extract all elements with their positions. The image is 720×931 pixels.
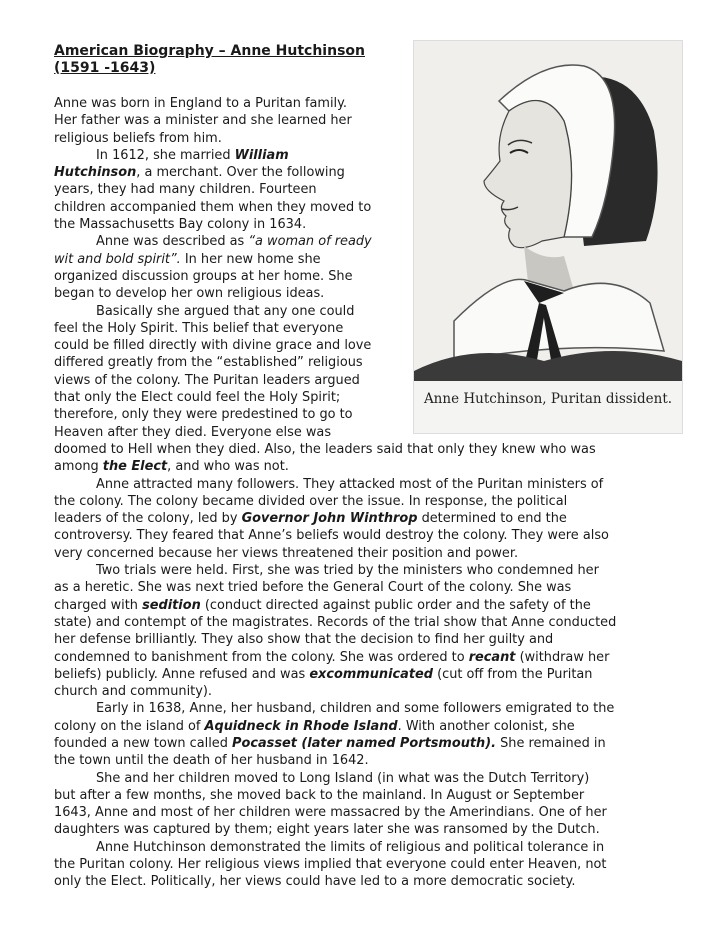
text-segment: Basically she argued that any one could <box>96 303 355 319</box>
text-line <box>54 839 666 856</box>
text-line <box>54 856 666 873</box>
text-segment: controversy. They feared that Anne’s beliefs would destroy the colony. They were also <box>54 528 609 544</box>
text-segment: children accompanied them when they moved to <box>54 199 372 215</box>
text-segment: feel the Holy Spirit. This belief that everyone <box>54 320 344 336</box>
text-line <box>54 666 666 683</box>
text-segment: Two trials were held. First, she was tried by the ministers who condemned her <box>96 563 599 579</box>
text-line <box>54 112 666 129</box>
emphasized-term: wit and bold spirit”. <box>54 251 181 267</box>
text-line <box>54 597 666 614</box>
text-segment: the Massachusetts Bay colony in 1634. <box>54 217 307 233</box>
text-segment: (cut off from the Puritan <box>432 666 593 682</box>
text-line <box>54 683 666 700</box>
text-segment: , a merchant. Over the following <box>136 165 345 181</box>
text-segment: organized discussion groups at her home. She <box>54 268 353 284</box>
text-segment: doomed to Hell when they died. Also, the leaders said that only they knew who was <box>54 441 596 457</box>
text-segment: Anne Hutchinson demonstrated the limits of religious and political tolerance in <box>96 839 605 855</box>
text-segment: differed greatly from the “established” religious <box>54 355 363 371</box>
emphasized-term: William <box>234 147 289 163</box>
text-line <box>54 424 666 441</box>
text-segment: Heaven after they died. Everyone else was <box>54 424 332 440</box>
text-segment: but after a few months, she moved back to the mainland. In August or September <box>54 787 585 803</box>
emphasized-term: Hutchinson <box>54 165 137 181</box>
text-segment: church and community). <box>54 684 212 700</box>
text-line <box>54 337 666 354</box>
text-segment: determined to end the <box>417 511 567 527</box>
title-line-2: (1591 -1643) <box>54 60 156 76</box>
text-segment: . With another colonist, she <box>397 718 575 734</box>
text-segment: Her father was a minister and she learned her <box>54 113 352 129</box>
text-line <box>54 873 666 890</box>
text-segment: Early in 1638, Anne, her husband, children and some followers emigrated to the <box>96 701 615 717</box>
text-segment: beliefs) publicly. Anne refused and was <box>54 666 310 682</box>
text-segment: views of the colony. The Puritan leaders argued <box>54 372 360 388</box>
text-segment: years, they had many children. Fourteen <box>54 182 317 198</box>
document-title <box>54 43 365 77</box>
text-line <box>54 216 666 233</box>
emphasized-term: excommunicated <box>309 666 433 682</box>
text-line <box>54 303 666 320</box>
text-segment: daughters was captured by them; eight years later she was ransomed by the Dutch. <box>54 822 600 838</box>
text-line <box>54 493 666 510</box>
text-line <box>54 130 666 147</box>
text-line <box>54 95 666 112</box>
text-line <box>54 320 666 337</box>
text-line <box>54 389 666 406</box>
text-line <box>54 787 666 804</box>
text-line <box>54 233 666 250</box>
emphasized-term: Pocasset (later named Portsmouth). <box>232 735 497 751</box>
text-segment: as a heretic. She was next tried before the General Court of the colony. She was <box>54 580 572 596</box>
portrait-caption: Anne Hutchinson, Puritan dissident. <box>423 391 673 407</box>
text-segment: Anne was born in England to a Puritan family. <box>54 96 348 111</box>
text-segment: religious beliefs from him. <box>54 130 222 146</box>
text-line <box>54 562 666 579</box>
text-segment: (withdraw her <box>515 649 610 665</box>
text-segment: state) and contempt of the magistrates. Records of the trial show that Anne conducted <box>54 614 617 630</box>
text-line <box>54 199 666 216</box>
text-segment: colony on the island of <box>54 718 205 734</box>
text-segment: could be filled directly with divine grace and love <box>54 338 372 354</box>
text-line <box>54 406 666 423</box>
text-segment: 1643, Anne and most of her children were massacred by the Amerindians. One of her <box>54 805 607 821</box>
text-segment: founded a new town called <box>54 735 233 751</box>
text-segment: her defense brilliantly. They also show that the decision to find her guilty and <box>54 632 554 648</box>
text-line <box>54 354 666 371</box>
text-segment: condemned to banishment from the colony. She was ordered to <box>54 649 469 665</box>
text-line <box>54 285 666 302</box>
text-line <box>54 770 666 787</box>
emphasized-term: the Elect <box>102 459 168 475</box>
text-line <box>54 821 666 838</box>
biography-text <box>54 95 666 891</box>
text-segment: Anne attracted many followers. They attacked most of the Puritan ministers of <box>96 476 604 492</box>
text-segment: the colony. The colony became divided over the issue. In response, the political <box>54 493 568 509</box>
emphasized-term: Long Island <box>299 770 374 786</box>
text-line <box>54 545 666 562</box>
text-segment: very concerned because her views threatened their position and power. <box>54 545 519 561</box>
text-line <box>54 631 666 648</box>
text-line <box>54 510 666 527</box>
text-segment: She and her children moved to <box>96 770 300 786</box>
text-line <box>54 614 666 631</box>
emphasized-term: Governor John Winthrop <box>241 511 418 527</box>
text-line <box>54 441 666 458</box>
text-segment: In her new home she <box>180 251 321 267</box>
text-segment: the town until the death of her husband in 1642. <box>54 753 369 769</box>
text-line <box>54 372 666 389</box>
emphasized-term: recant <box>468 649 516 665</box>
text-segment: In 1612, she married <box>96 147 235 163</box>
emphasized-term: sedition <box>142 597 201 613</box>
text-line <box>54 752 666 769</box>
text-line <box>54 251 666 268</box>
text-line <box>54 147 666 164</box>
text-segment: , and who was not. <box>167 459 289 475</box>
text-segment: charged with <box>54 597 143 613</box>
text-segment: (conduct directed against public order and the safety of the <box>200 597 591 613</box>
text-line <box>54 804 666 821</box>
text-segment: Anne was described as <box>96 234 249 250</box>
text-segment: began to develop her own religious ideas. <box>54 286 325 302</box>
emphasized-term: Aquidneck in Rhode Island <box>204 718 398 734</box>
text-line <box>54 649 666 666</box>
text-segment: She remained in <box>496 735 606 751</box>
text-line <box>54 164 666 181</box>
text-line <box>54 735 666 752</box>
text-segment: among <box>54 459 103 475</box>
text-segment: the Puritan colony. Her religious views implied that everyone could enter Heaven, not <box>54 857 607 873</box>
text-segment: only the Elect. Politically, her views could have led to a more democratic society. <box>54 874 576 890</box>
text-line <box>54 181 666 198</box>
text-segment: leaders of the colony, led by <box>54 511 242 527</box>
text-line <box>54 700 666 717</box>
title-line-1: American Biography – Anne Hutchinson <box>54 43 365 59</box>
text-line <box>54 268 666 285</box>
text-line <box>54 718 666 735</box>
text-line <box>54 579 666 596</box>
text-line <box>54 458 666 475</box>
text-segment: that only the Elect could feel the Holy Spirit; <box>54 390 341 406</box>
text-segment: therefore, only they were predestined to go to <box>54 407 353 423</box>
text-segment: (in what was the Dutch Territory) <box>373 770 590 786</box>
text-line <box>54 527 666 544</box>
emphasized-term: “a woman of ready <box>248 234 372 250</box>
text-line <box>54 476 666 493</box>
